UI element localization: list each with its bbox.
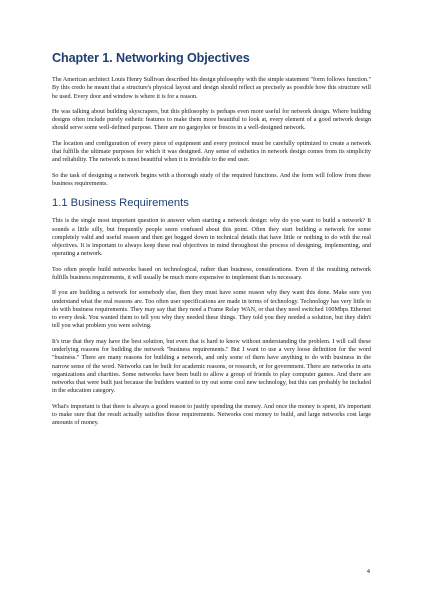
section-paragraph: What's important is that there is always a good reason to justify spending the money. And once the money is spent, it's important to make sure that the result actually satisfies those requirements. Networks cost money to build, and large networks cost large amounts of money. [52, 403, 371, 427]
section-paragraph: If you are building a network for somebody else, then they must have some reason why they want this done. Make sure you understand what the real reasons are. Too often user specifications are made in terms of technology. Technology has very little to do with business requirements. They may say that they need a Frame Relay WAN, or that they need switched 100Mbps Ethernet to every desk. You wanted them to tell you why they needed these things. They told you they needed a solution, but they didn't tell you what problem you were solving. [52, 290, 371, 330]
intro-paragraph: The American architect Louis Henry Sullivan described his design philosophy with the simple statement "form follows function." By this credo he meant that a structure's physical layout and design should reflect as precisely as possible how this structure will be used. Every door and window is where it is for a reason. [52, 77, 371, 100]
page-number: 4 [366, 568, 370, 575]
intro-paragraph: He was talking about building skyscrapers, but this philosophy is perhaps even more useful for network design. Where building designs often include purely esthetic features to make them more beautiful to look at, every element of a good network design should serve some well-defined purpose. There are no gargoyles or frescos in a well-designed network. [52, 108, 371, 132]
section-paragraph: This is the single most important question to answer when starting a network design: why do you want to build a network? It sounds a little silly, but frequently people seem confused about this point. Often they start building a network for some completely valid and useful reason and then get bogged down in technical details that have little or nothing to do with the real objectives. It is important to always keep these real objectives in mind throughout the process of designing, implementing, and operating a network. [52, 218, 371, 258]
section-paragraph: It's true that they may have the best solution, but even that is hard to know without understanding the problem. I will call these underlying reasons for building the network "business requirements." But I want to use a very loose definition for the word "business." There are many reasons for building a network, and only some of them have anything to do with business in the narrow sense of the word. Networks can be built for academic reasons, or research, or for government. There are networks in arts organizations and charities. Some networks have been built to allow a group of friends to play computer games. And there are networks that were built just because the builders wanted to try out some cool new technology, but this can probably be included in the education category. [52, 338, 371, 395]
section-paragraph: Too often people build networks based on technological, rather than business, considerations. Even if the resulting network fulfills business requirements, it will usually be much more expensive to implement than is necessary. [52, 266, 371, 281]
section-title: 1.1 Business Requirements [52, 197, 189, 210]
page-content [52, 50, 371, 435]
intro-paragraph: The location and configuration of every piece of equipment and every protocol must be carefully optimized to create a network that fulfills the ultimate purposes for which it was designed. Any sense of esthetics in network design comes from its simplicity and reliability. The network is most beautiful when it is invisible to the end user. [52, 140, 371, 164]
intro-paragraph: So the task of designing a network begins with a thorough study of the required functions. And the form will follow from these business requirements. [52, 172, 371, 188]
chapter-title: Chapter 1. Networking Objectives [52, 51, 250, 65]
